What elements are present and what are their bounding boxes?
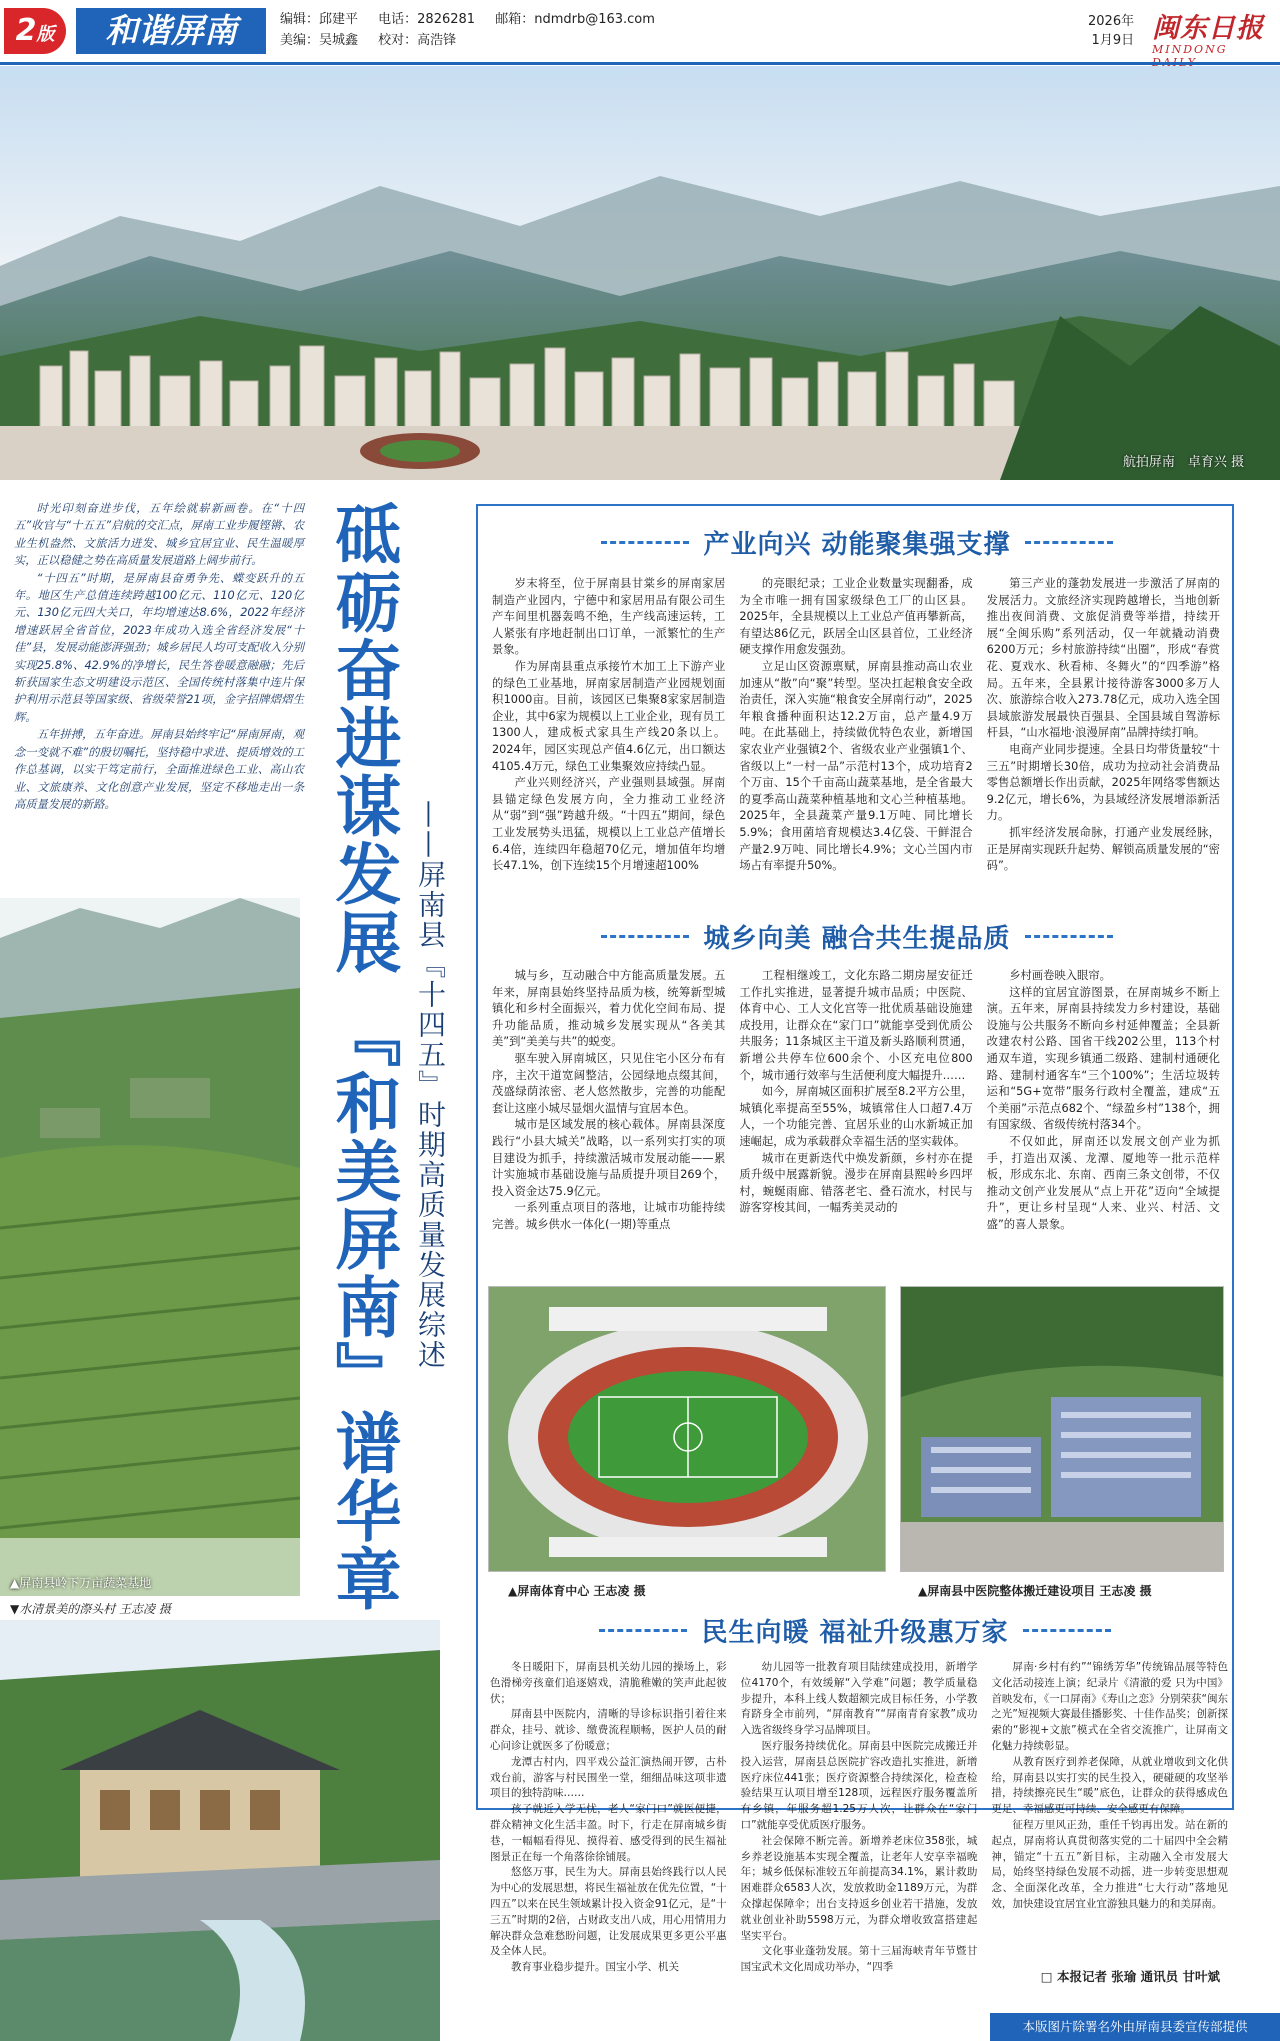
issue-year: 2026年 xyxy=(1088,14,1135,29)
paragraph: 如今，屏南城区面积扩展至8.2平方公里，城镇化率提高至55%，城镇常住人口超7.4万人，一个功能完善、宜居乐业的山水新城正加速崛起，成为承载群众幸福生活的坚实载体。 xyxy=(739,1085,973,1148)
paragraph: 幼儿园等一批教育项目陆续建成投用，新增学位4170个，有效缓解“入学难”问题；教学质量稳步提升，本科上线人数超额完成目标任务，小学教育跻身全市前列，“屏南教育”“屏南青育家教”成功入选省级终身学习品牌项目。 xyxy=(740,1661,978,1737)
hospital-caption: ▲屏南县中医院整体搬迁建设项目 王志凌 摄 xyxy=(918,1584,1152,1598)
section-body-industry xyxy=(492,576,1220,875)
paragraph: 城与乡，互动融合中方能高质量发展。五年来，屏南县始终坚持品质为核，统筹新型城镇化和乡村全面振兴，着力优化空间布局、提升功能品质，推动城乡发展实现从“各美其美”到“美美与共”的蜕变。 xyxy=(492,969,726,1049)
paragraph: 电商产业同步提速。全县日均带货量较“十三五”时期增长30倍，成功为拉动社会消费品零售总额增长作出贡献，2025年网络零售额达9.2亿元，增长6%，为县域经济发展增添新活力。 xyxy=(986,742,1220,823)
heading-dash xyxy=(599,1629,687,1632)
issue-day: 1月9日 xyxy=(1091,33,1135,48)
text-column xyxy=(987,968,1220,1234)
paragraph: 城市在更新迭代中焕发新颜，乡村亦在提质升级中展露新貌。漫步在屏南县熙岭乡四坪村，蜿蜒雨廊、错落老宅、叠石流水，村民与游客穿梭其间，一幅秀美灵动的 xyxy=(739,1151,973,1215)
paragraph: 医疗服务持续优化。屏南县中医院完成搬迁并投入运营，屏南县总医院扩容改造扎实推进，新增医疗床位441张；医疗资源整合持续深化，检查检验结果互认项目增至128项，远程医疗服务覆盖所有乡镇，年服务超1.25万人次，让群众在“家门口”就能享受优质医疗服务。 xyxy=(740,1739,978,1831)
intro-lead xyxy=(14,500,304,813)
stadium-illustration xyxy=(489,1287,886,1572)
paragraph: 城市是区域发展的核心载体。屏南县深度践行“小县大城关”战略，以一系列实打实的项目建设为抓手，持续激活城市发展动能——累计实施城市基础设施与品质提升项目269个，投入资金达75.9亿元。 xyxy=(492,1118,726,1198)
paragraph: 工程相继竣工，文化东路二期房屋安征迁工作扎实推进，显著提升城市品质；中医院、体育中心、工人文化宫等一批优质基础设施建成投用，让群众在“家门口”就能享受到优质公共服务；11条城区主干道及新头路顺利贯通，新增公共停车位600余个、小区充电位800个，城市通行效率与生活便利度大幅提升…… xyxy=(739,969,973,1082)
email-credit: 邮箱：ndmdrb@163.com xyxy=(495,12,655,27)
paragraph: 冬日暖阳下，屏南县机关幼儿园的操场上，彩色滑梯旁孩童们追逐嬉戏，清脆稚嫩的笑声此起彼伏； xyxy=(490,1661,727,1705)
phone-credit: 电话：2826281 xyxy=(378,12,476,27)
paragraph: 文化事业蓬勃发展。第十三届海峡青年节暨甘国宝武术文化周成功举办，“四季 xyxy=(740,1945,978,1974)
section-title: 产业向兴 动能聚集强支撑 xyxy=(703,530,1011,560)
paragraph: 这样的宜居宜游图景，在屏南城乡不断上演。五年来，屏南县持续发力乡村建设，基础设施与公共服务不断向乡村延伸覆盖；全县新改建农村公路、国省干线202公里，113个村通双车道，实现乡镇通二级路、建制村通硬化路、建制村通客车“三个100%”；生活垃圾转运和“5G+宽带”服务行政村全覆盖，建成“五个美丽”示范点682个、“绿盈乡村”138个，拥有国家级、省级传统村落34个。 xyxy=(986,985,1220,1132)
hospital-illustration xyxy=(901,1287,1224,1572)
paragraph: 屏南·乡村有约”“锦绣芳华”传统锦品展等特色文化活动接连上演；纪录片《清澈的爱 只为中国》首映发布，《一口屏南》《寿山之恋》分别荣获“闽东之光”短视频大赛最佳播影奖、十佳作品奖；创新探索的“影视+文旅”模式在全省交流推广，让屏南文化魅力持续彰显。 xyxy=(991,1661,1229,1752)
paragraph: 不仅如此，屏南还以发展文创产业为抓手，打造出双溪、龙潭、厦地等一批示范样板，形成东北、东南、西南三条文创带，不仅推动文创产业发展从“点上开花”迈向“全域提升”，更让乡村呈现“人来、业兴、村活、文盛”的喜人景象。 xyxy=(986,1134,1220,1231)
section-name: 和谐屏南 xyxy=(76,8,266,54)
paragraph: 第三产业的蓬勃发展进一步激活了屏南的发展活力。文旅经济实现跨越增长，当地创新推出夜间消费、文旅促消费等举措，持续开展“全闽乐购”系列活动，仅一年就撬动消费6200万元；乡村旅游持续“出圈”，形成“春赏花、夏戏水、秋看柿、冬舞火”的“四季游”格局。五年来，全县累计接待游客3000多万人次、旅游综合收入273.78亿元，成功入选全国县域旅游发展最快百强县、全国县域自驾游标杆县，“山水福地·浪漫屏南”品牌持续打响。 xyxy=(986,577,1220,740)
masthead-rule xyxy=(0,62,1280,65)
author-byline: □ 本报记者 张瑜 通讯员 甘叶斌 xyxy=(1040,1969,1220,1984)
text-column xyxy=(741,1660,978,1976)
hero-caption: 航拍屏南 卓育兴 摄 xyxy=(1122,455,1244,470)
village-caption: ▼水清景美的漈头村 王志凌 摄 xyxy=(10,1602,171,1616)
text-column xyxy=(739,576,972,875)
page-number: 2 xyxy=(15,13,37,48)
newspaper-name: 闽东日报 xyxy=(1152,13,1264,44)
paragraph: 乡村画卷映入眼帘。 xyxy=(1009,969,1111,982)
paragraph: 从教育医疗到养老保障，从就业增收到文化供给，屏南县以实打实的民生投入，硬碰硬的攻坚举措，持续擦亮民生“暖”底色，让群众的获得感成色更足、幸福感更可持续、安全感更有保障。 xyxy=(991,1755,1229,1816)
section-heading-industry xyxy=(478,524,1236,564)
heading-dash xyxy=(601,935,689,938)
paragraph: 龙潭古村内，四平戏公益汇演热闹开锣，古朴戏台前，游客与村民围坐一堂，细细品味这项非遗项目的独特韵味…… xyxy=(490,1755,727,1800)
section-title: 民生向暖 福祉升级惠万家 xyxy=(701,1618,1009,1648)
village-illustration xyxy=(0,1620,440,2041)
heading-dash xyxy=(1023,1629,1111,1632)
village-photo xyxy=(0,1620,440,2041)
text-column xyxy=(739,968,972,1234)
sub-headline: ——屏南县『十四五』时期高质量发展综述 xyxy=(414,800,447,1370)
heading-dash xyxy=(601,541,689,544)
paragraph: 悠悠万事，民生为大。屏南县始终践行以人民为中心的发展思想，将民生福祉放在优先位置，“十四五”以来在民生领域累计投入资金91亿元，是“十三五”时期的2倍，占财政支出八成，用心用情用力解决群众急难愁盼问题，让发展成果更多更公平惠及全体人民。 xyxy=(490,1866,727,1958)
text-column xyxy=(987,576,1220,875)
vegetable-base-caption: ▲屏南县岭下万亩蔬菜基地 xyxy=(10,1576,152,1590)
intro-paragraph: 时光印刻奋进步伐，五年绘就崭新画卷。在“十四五”收官与“十五五”启航的交汇点，屏南工业步履铿锵、农业生机盎然、文旅活力迸发、城乡宜居宜业、民生温暖厚实，正以稳健之势在高质量发展道路上阔步前行。 xyxy=(14,502,304,568)
stadium-photo xyxy=(488,1286,886,1572)
masthead xyxy=(0,0,1280,62)
paragraph: 屏南县中医院内，清晰的导诊标识指引着往来群众，挂号、就诊、缴费流程顺畅，医护人员的耐心问诊让就医多了份暖意； xyxy=(490,1708,727,1752)
issue-date xyxy=(1088,12,1134,50)
newspaper-logo xyxy=(1152,6,1270,56)
paragraph: 岁末将至，位于屏南县甘棠乡的屏南家居制造产业园内，宁德中和家居用品有限公司生产车间里机器轰鸣不绝，生产线高速运转，工人紧张有序地赶制出口订单，一派繁忙的生产景象。 xyxy=(492,577,726,657)
vegetable-base-illustration xyxy=(0,898,300,1596)
page-number-badge xyxy=(4,8,66,54)
editor-credit: 编辑：邱建平 xyxy=(280,12,359,27)
heading-dash xyxy=(1025,935,1113,938)
credits-block xyxy=(280,9,671,51)
stadium-caption: ▲屏南体育中心 王志凌 摄 xyxy=(508,1584,646,1598)
art-credit: 美编：吴城鑫 xyxy=(280,33,359,48)
text-column xyxy=(492,968,725,1234)
paragraph: 抓牢经济发展命脉，打通产业发展经脉，正是屏南实现跃升起势、解锁高质量发展的“密码”。 xyxy=(986,825,1220,873)
paragraph: 产业兴则经济兴，产业强则县域强。屏南县锚定绿色发展方向，全力推动工业经济从“弱”到“强”跨越升级。“十四五”期间，绿色工业发展势头迅猛，规模以上工业总产值增长6.4倍，连续四年稳超70亿元，增加值年均增长47.1%，创下连续15个月增速超100% xyxy=(492,776,726,873)
section-body-urban xyxy=(492,968,1220,1234)
section-heading-urban xyxy=(478,918,1236,958)
heading-dash xyxy=(1025,541,1113,544)
paragraph: 作为屏南县重点承接竹木加工上下游产业的绿色工业基地，屏南家居制造产业园规划面积1000亩。目前，该园区已集聚8家家居制造企业，其中6家为规模以上工业企业，现有员工1300人，建成板式家具生产线20条以上。2024年，园区实现总产值4.6亿元，出口额达4105.4万元，绿色工业集聚效应持续凸显。 xyxy=(492,659,726,773)
newspaper-name-en: MINDONG xyxy=(1152,43,1228,56)
proof-credit: 校对：高浩锋 xyxy=(378,33,457,48)
main-headline: 砥砺奋进谋发展 『和美屏南』谱华章 xyxy=(324,500,401,1613)
text-column xyxy=(490,1660,727,1976)
hospital-photo xyxy=(900,1286,1224,1572)
photo-credit-footer: 本版图片除署名外由屏南县委宣传部提供 xyxy=(990,2013,1280,2041)
section-title: 城乡向美 融合共生提品质 xyxy=(703,924,1011,954)
hero-aerial-photo xyxy=(0,66,1280,480)
paragraph: 驱车驶入屏南城区，只见住宅小区分布有序，主次干道宽阔整洁，公园绿地点缀其间，茂盛绿荫浓密、老人悠然散步，完善的功能配套让这座小城尽显烟火温情与宜居本色。 xyxy=(492,1051,726,1115)
section-heading-livelihood xyxy=(476,1612,1234,1652)
hero-photo-illustration xyxy=(0,66,1280,480)
paragraph: 社会保障不断完善。新增养老床位358张，城乡养老设施基本实现全覆盖，让老年人安享幸福晚年；城乡低保标准较五年前提高34.1%，累计救助困难群众6583人次，发放救助金1189万元，为群众撑起保障伞；出台支持返乡创业若干措施，发放就业创业补助5598万元，为群众增收致富搭建起坚实平台。 xyxy=(740,1834,978,1942)
paragraph: 征程万里风正劲，重任千钧再出发。站在新的起点，屏南将认真贯彻落实党的二十届四中全会精神，锚定“十五五”新目标，主动融入全市发展大局，始终坚持绿色发展不动摇，进一步转变思想观念、全面深化改革，全力推进“七大行动”落地见效，加快建设宜居宜业宜游独具魅力的和美屏南。 xyxy=(991,1818,1229,1910)
text-column xyxy=(492,576,725,875)
section-body-livelihood xyxy=(490,1660,1228,1976)
paragraph: 孩子就近入学无忧，老人“家门口”就医便捷，群众精神文化生活丰盈。时下，行走在屏南城乡街巷，一幅幅看得见、摸得着、感受得到的民生福祉图景正在每一个角落徐徐铺展。 xyxy=(490,1803,727,1863)
paragraph: 立足山区资源禀赋，屏南县推动高山农业加速从“散”向“聚”转型。坚决扛起粮食安全政治责任，深入实施“粮食安全屏南行动”，2025年粮食播种面积达12.2万亩，总产量4.9万吨。在此基础上，持续做优特色农业，新增国家农业产业强镇2个、省级农业产业强镇1个、省级以上“一村一品”示范村13个，成功培育2个万亩、15个千亩高山蔬菜基地，是全省最大的夏季高山蔬菜种植基地和文心兰种植基地。2025年，全县蔬菜产量9.1万吨、同比增长5.9%；食用菌培育规模达3.4亿袋、干鲜混合产量2.9万吨、同比增长4.9%；文心兰国内市场占有率提升50%。 xyxy=(739,659,973,873)
vegetable-base-photo xyxy=(0,898,300,1596)
intro-paragraph: “十四五”时期，是屏南县奋勇争先、蝶变跃升的五年。地区生产总值连续跨越100亿元、110亿元、120亿元、130亿元四大关口，年均增速达8.6%，2022年经济增速跃居全省首位，2023年成功入选全省经济发展“十佳”县，发展动能澎湃强劲；城乡居民人均可支配收入分别实现25.8%、42.9%的净增长，民生答卷暖意融融；先后斩获国家生态文明建设示范区、全国传统村落集中连片保护利用示范县等国家级、省级荣誉21项，金字招牌熠熠生辉。 xyxy=(14,571,304,724)
text-column xyxy=(991,1660,1228,1976)
paragraph: 的亮眼纪录；工业企业数量实现翻番，成为全市唯一拥有国家级绿色工厂的山区县。2025年，全县规模以上工业总产值再攀新高，有望达86亿元，跃居全山区县首位，工业经济硬支撑作用愈发强劲。 xyxy=(739,577,973,657)
intro-paragraph: 五年拼搏，五年奋进。屏南县始终牢记“屏南屏南，观念一变就不难”的殷切嘱托，坚持稳中求进、提质增效的工作总基调，以实干笃定前行，全面推进绿色工业、高山农业、文旅康养、文化创意产业发展，坚定不移地走出一条高质量发展的新路。 xyxy=(14,728,304,811)
paragraph: 一系列重点项目的落地，让城市功能持续完善。城乡供水一体化(一期)等重点 xyxy=(492,1201,726,1231)
page-unit: 版 xyxy=(36,24,55,45)
paragraph: 教育事业稳步提升。国宝小学、机关 xyxy=(511,1961,679,1974)
